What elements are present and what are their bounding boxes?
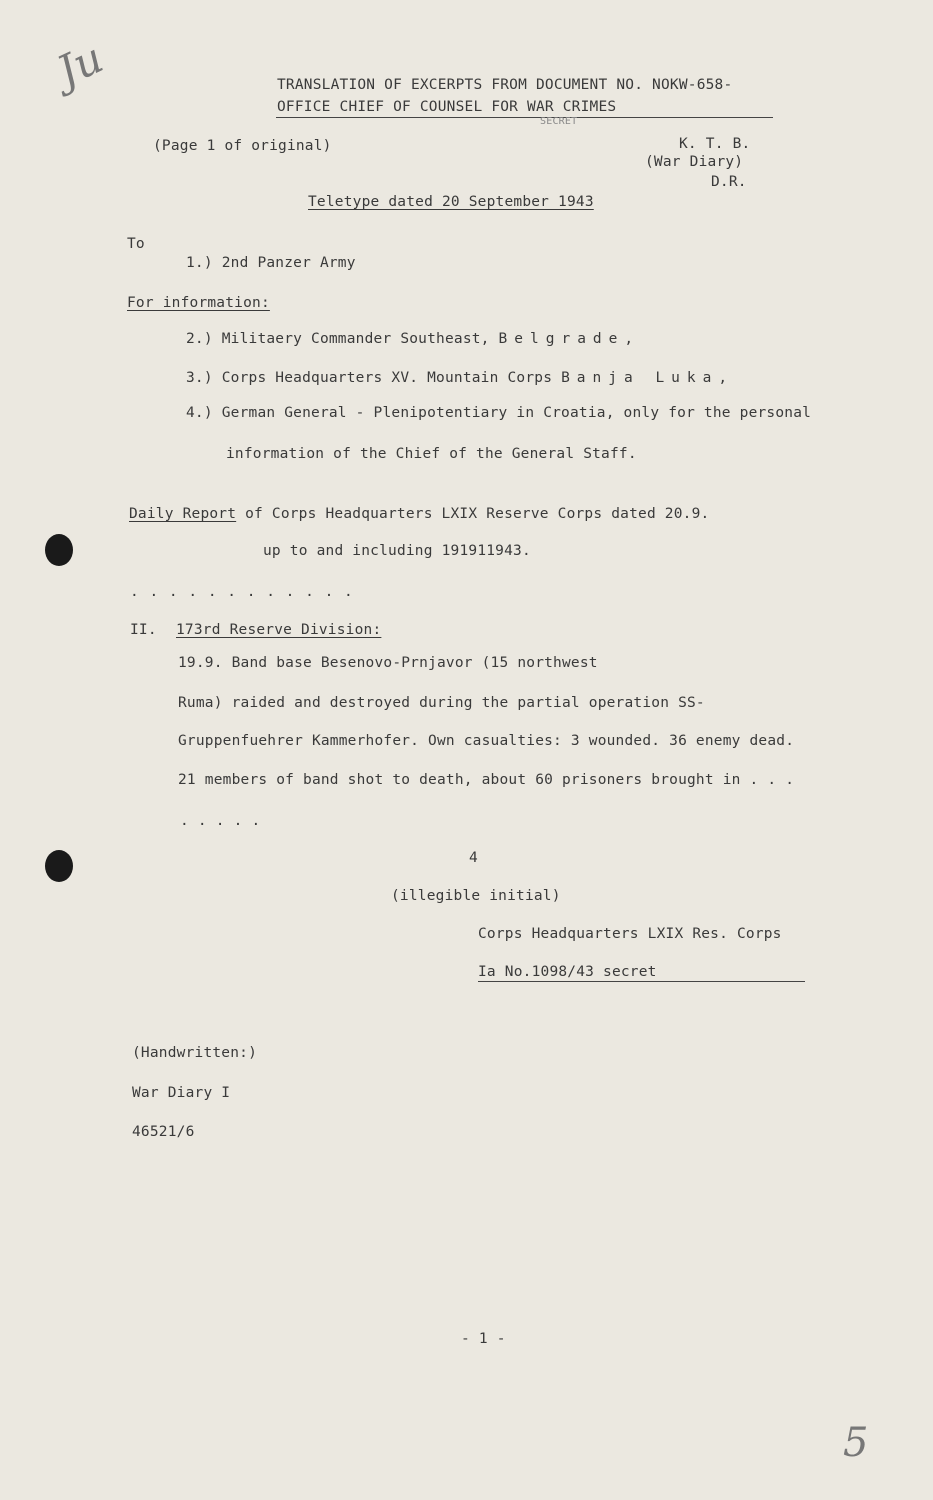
body-line-3: Gruppenfuehrer Kammerhofer. Own casualties: 3 wounded. 36 enemy dead. <box>178 733 795 749</box>
ktb-line2: (War Diary) <box>645 154 744 170</box>
for-information-label: For information: <box>127 295 270 311</box>
header-rule <box>276 117 773 118</box>
body-line-4: 21 members of band shot to death, about 60 prisoners brought in . . . <box>178 772 795 788</box>
ktb-line3: D.R. <box>711 174 747 190</box>
recipient-1: 1.) 2nd Panzer Army <box>186 255 356 271</box>
document-title: Teletype dated 20 September 1943 <box>308 194 594 210</box>
header-line1: TRANSLATION OF EXCERPTS FROM DOCUMENT NO. NOKW-658- <box>277 77 733 93</box>
margin-handwriting-bottom: 5 <box>843 1420 869 1466</box>
info-item-4: 4.) German General - Plenipotentiary in Croatia, only for the personal <box>186 405 812 421</box>
to-label: To <box>127 236 145 252</box>
handwritten-line-2: 46521/6 <box>132 1124 195 1140</box>
signature-rule <box>478 981 805 982</box>
signature-reference: Ia No.1098/43 secret <box>478 964 657 980</box>
page-number: - 1 - <box>461 1331 506 1347</box>
margin-handwriting-top: Ju <box>49 33 111 96</box>
body-line-1: 19.9. Band base Besenovo-Prnjavor (15 northwest <box>178 655 598 671</box>
info-item-3-text: 3.) Corps Headquarters XV. Mountain Corps <box>186 370 562 386</box>
signature-unit: Corps Headquarters LXIX Res. Corps <box>478 926 782 942</box>
info-item-4-continued: information of the Chief of the General Staff. <box>226 446 637 462</box>
ellipsis-short: . . . . . <box>180 813 261 829</box>
section-title: 173rd Reserve Division: <box>176 622 382 638</box>
punch-hole-lower <box>45 850 73 882</box>
secret-stamp: SECRET <box>540 116 578 127</box>
header-line2: OFFICE CHIEF OF COUNSEL FOR WAR CRIMES <box>277 99 617 115</box>
info-item-2-place: Belgrade <box>498 331 625 347</box>
punch-hole-upper <box>45 534 73 566</box>
info-item-2 <box>186 331 633 347</box>
daily-report-continued: up to and including 191911943. <box>263 543 531 559</box>
page-reference: (Page 1 of original) <box>153 138 332 154</box>
body-line-2: Ruma) raided and destroyed during the partial operation SS- <box>178 695 705 711</box>
daily-report-line <box>129 506 709 522</box>
info-item-3-punct: , <box>718 370 728 386</box>
section-number: II. <box>130 622 157 638</box>
info-item-2-punct: , <box>624 331 634 347</box>
info-item-2-text: 2.) Militaery Commander Southeast, <box>186 331 499 347</box>
signature-number: 4 <box>469 850 478 866</box>
signature-initial: (illegible initial) <box>391 888 561 904</box>
daily-report-text: of Corps Headquarters LXIX Reserve Corps dated 20.9. <box>236 506 710 522</box>
info-item-3-place: Banja Luka <box>561 370 719 386</box>
handwritten-label: (Handwritten:) <box>132 1045 258 1061</box>
ktb-line1: K. T. B. <box>679 136 751 152</box>
info-item-3 <box>186 370 727 386</box>
daily-report-label: Daily Report <box>129 506 237 522</box>
ellipsis-long: . . . . . . . . . . . . <box>130 584 354 600</box>
handwritten-line-1: War Diary I <box>132 1085 231 1101</box>
